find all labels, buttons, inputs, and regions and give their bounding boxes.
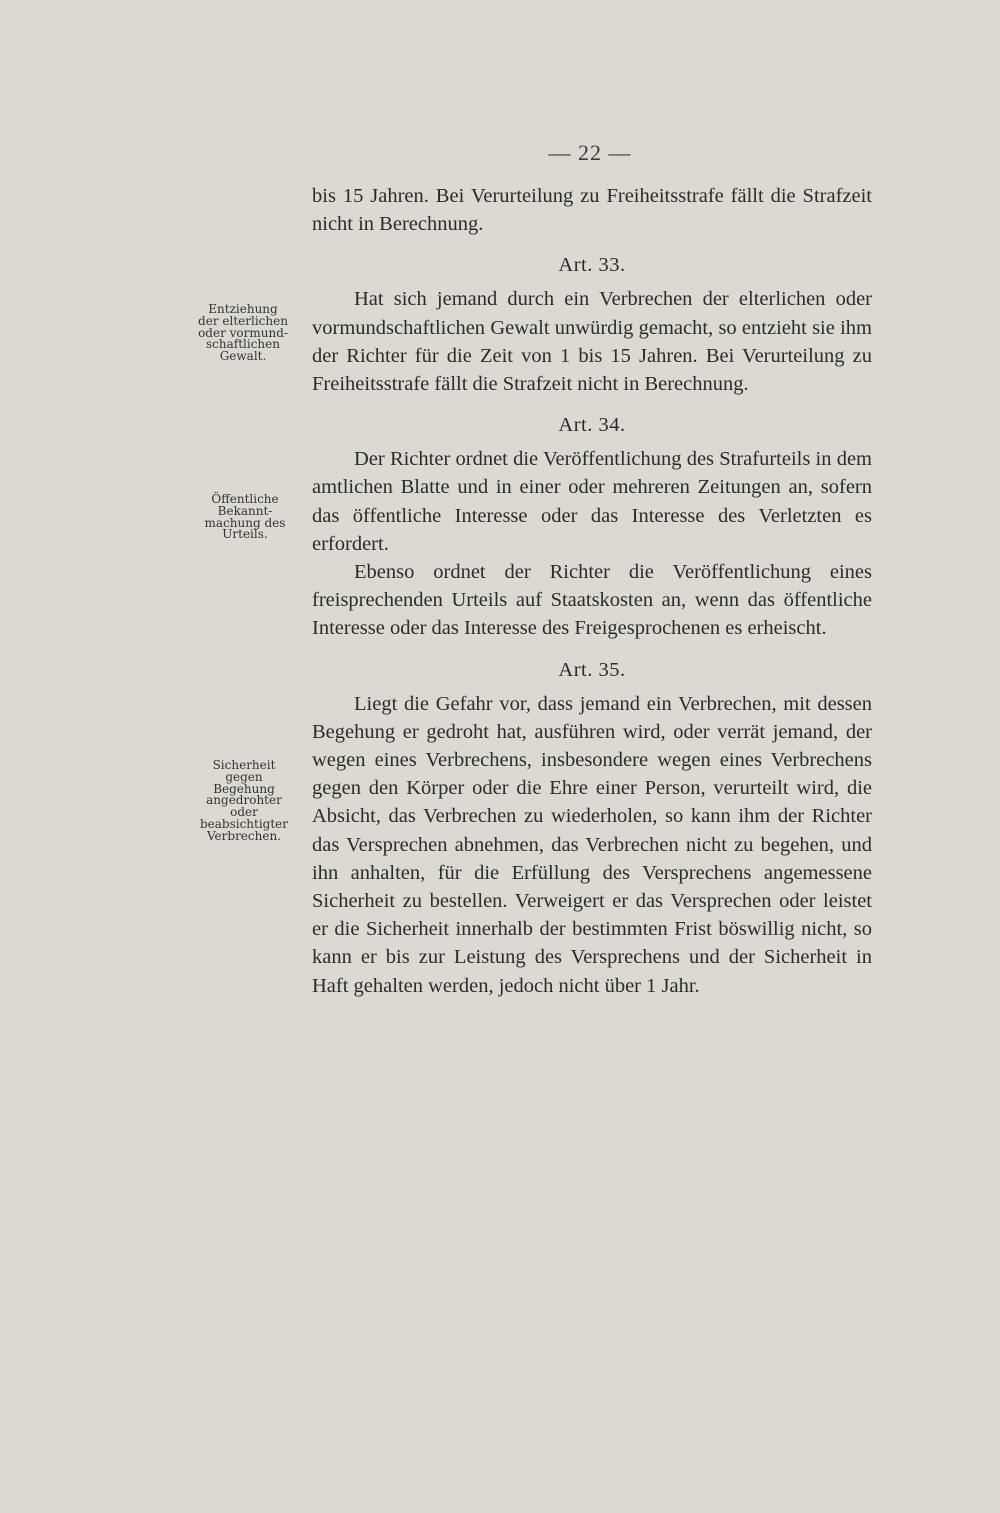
article-35-paragraph: Liegt die Gefahr vor, dass jemand ein Verbrechen, mit dessen Begehung er gedroht hat, ausführen wird, oder verrät jemand, der wegen eines Verbrechens, insbesondere wegen eines Verbrechens gegen den Körper oder die Ehre einer Person, verurteilt wird, die Absicht, das Verbrechen zu wiederholen, so kann ihm der Richter das Versprechen abnehmen, das Verbrechen nicht zu begehen, und ihn anhalten, für die Erfüllung des Versprechens angemessene Sicherheit zu bestellen. Verweigert er das Versprechen oder leistet er die Sicherheit innerhalb der bestimmten Frist böswillig nicht, so kann er bis zur Leistung des Versprechens und der Sicherheit in Haft gehalten werden, jedoch nicht über 1 Jahr.	[312, 692, 872, 997]
article-34-paragraph-2: Ebenso ordnet der Richter die Veröffentlichung eines freisprechenden Urteils auf Staatskosten an, wenn das öffentliche Interesse oder das Interesse des Freigesprochenen es erheischt.	[312, 561, 872, 640]
article-heading-35: Art. 35.	[558, 658, 626, 681]
main-text-column	[312, 182, 872, 1000]
sidenote-line: schaftlichen	[206, 337, 280, 352]
sidenote-line: Bekannt-	[217, 503, 273, 518]
article-heading-33: Art. 33.	[558, 254, 626, 277]
sidenote-line: gegen	[225, 769, 263, 784]
intro-paragraph: bis 15 Jahren. Bei Verurteilung zu Freiheitsstrafe fällt die Strafzeit nicht in Berechnung.	[312, 185, 872, 236]
page-number: — 22 —	[548, 140, 632, 165]
sidenote-line: machung des	[204, 515, 286, 530]
sidenote-line: Sicherheit	[212, 758, 276, 772]
sidenote-line: angedrohter	[206, 793, 282, 808]
article-heading-34: Art. 34.	[558, 414, 626, 437]
sidenote-line: Verbrechen.	[206, 828, 281, 843]
sidenote-art33	[188, 304, 298, 363]
sidenote-line: Begehung	[213, 781, 275, 796]
sidenote-line: Entziehung	[208, 302, 278, 316]
sidenote-line: oder	[230, 805, 258, 820]
sidenote-line: beabsichtigter	[199, 816, 289, 831]
sidenote-line: oder vormund-	[198, 325, 288, 340]
article-33-paragraph: Hat sich jemand durch ein Verbrechen der elterlichen oder vormundschaftlichen Gewalt unwürdig gemacht, so entzieht sie ihm der Richter für die Zeit von 1 bis 15 Jahren. Bei Verurteilung zu Freiheitsstrafe fällt die Strafzeit nicht in Berechnung.	[312, 288, 872, 396]
sidenote-art35	[189, 760, 299, 843]
sidenote-line: Urteils.	[222, 527, 268, 542]
article-34-paragraph-1: Der Richter ordnet die Veröffentlichung des Strafurteils in dem amtlichen Blatte und in einer oder mehreren Zeitungen an, sofern das öffentliche Interesse oder das Interesse des Verletzten es erfordert.	[312, 448, 872, 555]
sidenote-line: Öffentliche	[211, 492, 279, 506]
sidenote-art34	[190, 494, 300, 541]
sidenote-line: der elterlichen	[198, 313, 288, 328]
sidenote-line: Gewalt.	[219, 349, 267, 364]
